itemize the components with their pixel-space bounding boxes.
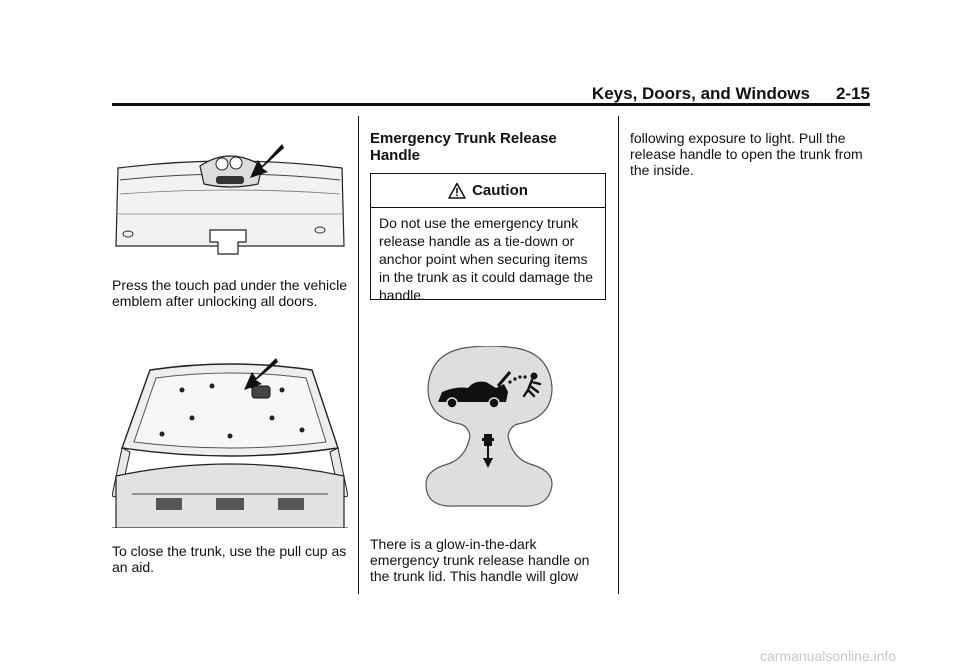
caution-title-row xyxy=(371,174,605,208)
paragraph-close-trunk: To close the trunk, use the pull cup as an aid. xyxy=(112,543,347,575)
figure-trunk-emblem-touchpad xyxy=(112,138,348,256)
column-divider-right xyxy=(618,116,619,594)
header-rule xyxy=(112,103,870,106)
watermark: carmanualsonline.info xyxy=(760,648,897,664)
caution-title: Caution xyxy=(472,182,528,199)
figure-open-trunk-pull-cup xyxy=(112,356,348,528)
paragraph-pull-handle: following exposure to light. Pull the release handle to open the trunk from the inside. xyxy=(630,130,863,178)
page-number: 2-15 xyxy=(835,84,870,103)
caution-text: Do not use the emergency trunk release handle as a tie-down or anchor point when securing items in the trunk as it could damage the handle. xyxy=(379,215,594,303)
column-divider-left xyxy=(358,116,359,594)
section-heading-emergency-release: Emergency Trunk Release Handle xyxy=(370,130,557,164)
paragraph-touch-pad: Press the touch pad under the vehicle emblem after unlocking all doors. xyxy=(112,277,348,309)
section-title: Keys, Doors, and Windows xyxy=(591,84,810,103)
caution-box xyxy=(370,173,606,303)
figure-emergency-release-handle xyxy=(424,346,554,510)
paragraph-glow-handle: There is a glow-in-the-dark emergency trunk release handle on the trunk lid. This handle will glow xyxy=(370,536,590,584)
warning-triangle-icon xyxy=(448,182,466,200)
